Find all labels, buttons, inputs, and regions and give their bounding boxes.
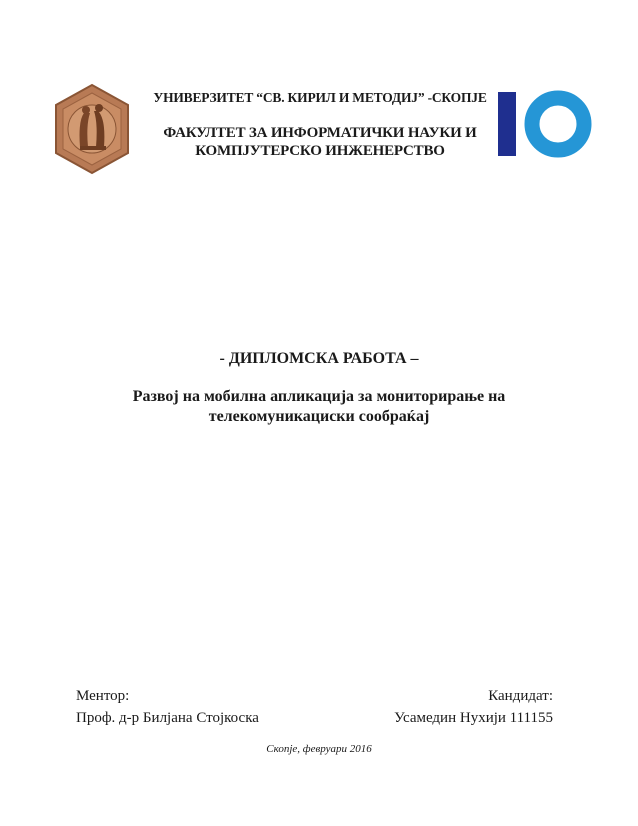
place-and-date: Скопје, февруари 2016 [266,743,372,755]
thesis-title [100,387,538,427]
faculty-name [120,124,520,160]
thesis-title-line-1: Развој на мобилна апликација за мониторирање на [132,388,506,405]
thesis-title-line-2: телекомуникациски сообраќај [208,408,430,425]
candidate-name: Усамедин Нухији 111155 [394,710,553,726]
candidate-label: Кандидат: [488,688,553,704]
document-kind: - ДИПЛОМСКА РАБОТА – [219,350,419,367]
mentor-label: Ментор: [76,688,130,704]
faculty-name-line-1: ФАКУЛТЕТ ЗА ИНФОРМАТИЧКИ НАУКИ И [163,125,477,141]
university-name: УНИВЕРЗИТЕТ “СВ. КИРИЛ И МЕТОДИЈ” -СКОПЈЕ [153,90,487,105]
mentor-name: Проф. д-р Билјана Стојкоска [76,710,259,726]
faculty-name-line-2: КОМПЈУТЕРСКО ИНЖЕНЕРСТВО [195,143,445,159]
